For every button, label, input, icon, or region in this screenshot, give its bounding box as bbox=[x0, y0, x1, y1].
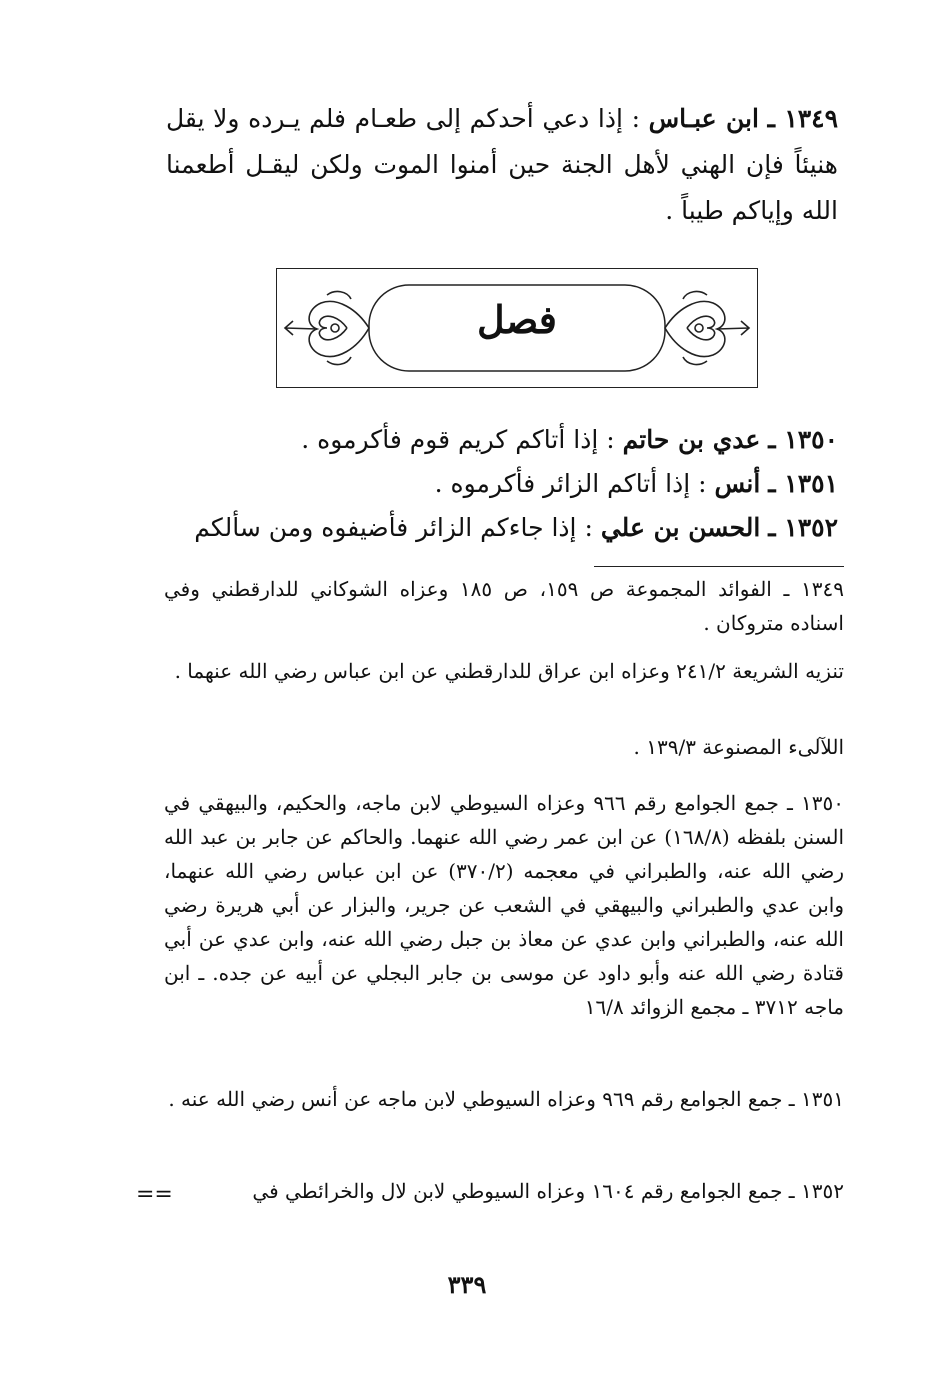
entry-narrator: ابن عبـاس bbox=[648, 104, 759, 133]
continuation-mark: == bbox=[136, 1182, 173, 1207]
entry-narrator: الحسن بن علي bbox=[600, 513, 761, 542]
footnote-1349 bbox=[164, 572, 844, 640]
entry-number: ١٣٥١ ـ bbox=[768, 469, 838, 498]
entry-narrator: عدي بن حاتم bbox=[622, 425, 761, 454]
footnote-1349-tanzih bbox=[164, 654, 844, 688]
entry-text: : إذا دعي أحدكم إلى طعـام فلم يـرده ولا يقل هنيئاً فإن الهني لأهل الجنة حين أمنوا الموت ولكن ليقـل أطعمنا الله وإياكم طيباً . bbox=[166, 104, 838, 225]
footnote-text: ١٣٥٠ ـ جمع الجوامع رقم ٩٦٦ وعزاه السيوطي لابن ماجه، والحكيم، والبيهقي في السنن بلفظه (١٦٨/٨) عن ابن عمر رضي الله عنهما. والحاكم عن جابر بن عبد الله رضي الله عنه، والطبراني في معجمه (٣٧٠/٢) عن ابن عباس رضي الله عنهما، وابن عدي والطبراني والبيهقي في الشعب عن جرير، والبزار عن أبي هريرة رضي الله عنه، والطبراني وابن عدي عن معاذ بن جبل رضي الله عنه، وابن عدي عن أبي قتادة رضي الله عنه وأبو داود عن موسى بن جابر البجلي عن أبيه عن جده. ـ ابن ماجه ٣٧١٢ ـ مجمع الزوائد ١٦/٨ bbox=[164, 791, 845, 1019]
footnote-1352 bbox=[164, 1174, 844, 1208]
entry-1352 bbox=[166, 506, 838, 550]
entry-narrator: أنس bbox=[714, 469, 761, 498]
footnote-1350 bbox=[164, 786, 844, 1024]
entry-1349 bbox=[166, 96, 838, 234]
footnote-separator bbox=[594, 566, 844, 567]
entry-text: : إذا أتاكم كريم قوم فأكرموه . bbox=[301, 425, 615, 454]
entry-1350 bbox=[166, 418, 838, 462]
entry-number: ١٣٥٢ ـ bbox=[768, 513, 838, 542]
footnote-text: ١٣٥٢ ـ جمع الجوامع رقم ١٦٠٤ وعزاه السيوطي لابن لال والخرائطي في bbox=[252, 1179, 844, 1203]
footnote-1349-laali bbox=[164, 730, 844, 764]
footnote-text: ١٣٥١ ـ جمع الجوامع رقم ٩٦٩ وعزاه السيوطي لابن ماجه عن أنس رضي الله عنه . bbox=[168, 1087, 844, 1111]
entry-number: ١٣٤٩ ـ bbox=[767, 104, 839, 133]
footnote-text: ١٣٤٩ ـ الفوائد المجموعة ص ١٥٩، ص ١٨٥ وعزاه الشوكاني للدارقطني وفي اسناده متروكان . bbox=[164, 577, 844, 635]
entry-text: : إذا جاءكم الزائر فأضيفوه ومن سألكم bbox=[194, 513, 593, 542]
page-number: ٣٣٩ bbox=[447, 1270, 487, 1299]
footnote-text: تنزيه الشريعة ٢٤١/٢ وعزاه ابن عراق للدارقطني عن ابن عباس رضي الله عنهما . bbox=[174, 659, 844, 683]
entry-number: ١٣٥٠ ـ bbox=[768, 425, 838, 454]
footnote-text: اللآلىء المصنوعة ١٣٩/٣ . bbox=[633, 735, 844, 759]
section-heading-frame bbox=[276, 268, 758, 388]
section-title: فصل bbox=[477, 297, 557, 342]
footnote-1351 bbox=[164, 1082, 844, 1116]
entry-1351 bbox=[166, 462, 838, 506]
entry-text: : إذا أتاكم الزائر فأكرموه . bbox=[434, 469, 707, 498]
